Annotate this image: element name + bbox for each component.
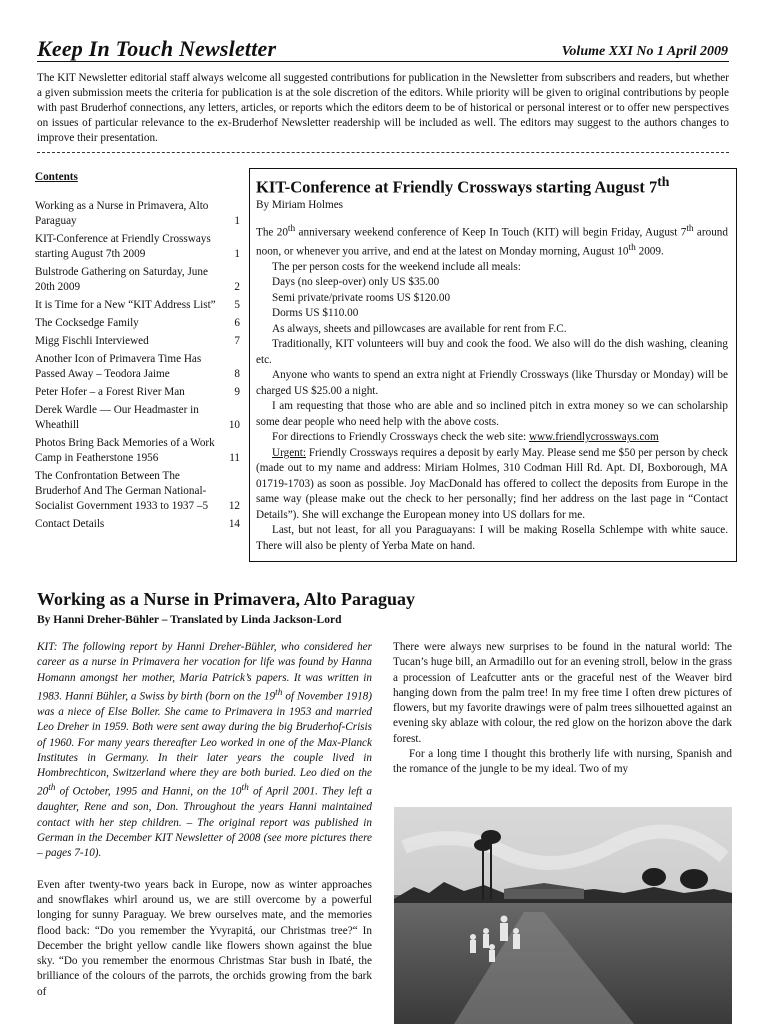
toc-item-title: Working as a Nurse in Primavera, Alto Paraguay: [35, 200, 209, 227]
conference-dates: The 20th anniversary weekend conference of Keep In Touch (KIT) will begin Friday, August 7th around noon, or whenever you arrive, and end at the latest on Monday morning, August 10th 2009.: [256, 223, 728, 258]
toc-item-page: 14: [228, 518, 240, 530]
masthead-rule: [37, 61, 729, 62]
editor-note: KIT: The following report by Hanni Dreher-Bühler, who considered her career as a nurse in Primavera her vocation for life was found by Hanna Homann amongst her mother, Maria Patrick’s papers. It was written in 1983. Hanni Bühler, a Swiss by birth (born on the 19th of November 1918) was a niece of Else Boller. She came to Primavera in 1953 and married Leo Dreher in 1959. Both were sent away during the big Bruderhof-Crisis of 1960. For many years thereafter Leo worked in one of the Max-Planck Institutes in Germany. In their later years the couple lived in Hombrechticon, Switzerland where they are both buried. Leo died on the 20th of October, 1995 and Hanni, on the 10th of April 2001. They left a daughter, Rene and son, Don. Throughout the years Hanni maintained contact with her step children. – The original report was published in German in the December KIT Newsletter of 2008 (see more pictures there – pages 7-10).: [37, 641, 372, 860]
conference-title: KIT-Conference at Friendly Crossways starting August 7th: [256, 174, 670, 197]
toc-item[interactable]: [35, 403, 240, 433]
toc-item[interactable]: [35, 385, 240, 400]
toc-item-page: 1: [234, 215, 240, 227]
editorial-intro: The KIT Newsletter editorial staff always welcome all suggested contributions for publication in the Newsletter from subscribers and readers, but whether a given submission meets the criteria for publication is at the sole discretion of the editors. While priority will be given to original contributions by people with past Bruderhof connections, any letters, articles, or reports which the editors deem to be of historical or personal interest or to offer new perspectives on issues of particular relevance to the ex-Bruderhof Newsletter readership will be included as well. The editors may suggest to the authors changes to improve their presentation.: [37, 72, 729, 144]
toc-item-page: 7: [234, 335, 240, 347]
toc-item-title: The Confrontation Between The Bruderhof And The German National-Socialist Government 1933 to 1937 –5: [35, 470, 209, 512]
toc-item-title: KIT-Conference at Friendly Crossways starting August 7th 2009: [35, 233, 211, 260]
toc-item[interactable]: [35, 334, 240, 349]
toc-item-title: Migg Fischli Interviewed: [35, 335, 149, 347]
cost-day: Days (no sleep-over) only US $35.00: [272, 276, 440, 289]
toc-item-page: 2: [234, 281, 240, 293]
toc-item-title: Contact Details: [35, 518, 105, 530]
article-left-column: [37, 640, 372, 1000]
contents-heading: Contents: [35, 171, 78, 183]
urgent-note: Urgent: Friendly Crossways requires a deposit by early May. Please send me $50 per person by check (made out to my name and address: Miriam Holmes, 310 Codman Hill Rd. Apt. DI, Boxborough, MA 01719-1703) as soon as possible. Joy MacDonald has offered to collect the deposits from Europe in the same way (please make out the check to her personally; find her address on the last page in “Contact Details”). She will exchange the European money into US dollars for me.: [256, 446, 728, 521]
toc-item[interactable]: [35, 199, 240, 229]
toc-item[interactable]: [35, 265, 240, 295]
website-link[interactable]: www.friendlycrossways.com: [528, 431, 659, 444]
toc-item[interactable]: [35, 517, 240, 532]
toc-item-title: The Cocksedge Family: [35, 317, 139, 329]
article-body-left: Even after twenty-two years back in Europe, now as winter approaches and snowflakes whirl around us, we are still overcome by a powerful longing for sunny Paraguay. We brew ourselves mate, and the memories flood back: “Do you remember the Yvyrapitá, our Christmas tree?“ In December the bright yellow candle like flowers shown against the blue sky. “Do you remember the enormous Christmas Star bush in Ibaté, the brilliance of the colours of the parrots, the orchids growing from the bark of: [37, 878, 372, 998]
toc-item-title: It is Time for a New “KIT Address List”: [35, 299, 216, 311]
conference-byline: By Miriam Holmes: [256, 198, 344, 211]
sheets-note: As always, sheets and pillowcases are available for rent from F.C.: [272, 322, 567, 335]
article-body-right-1: There were always new surprises to be found in the natural world: The Tucan’s huge bill, an Armadillo out for an evening stroll, below in the grass a procession of Leafcutter ants or the graceful nest of the Weaver bird hanging down from the palm tree! In my free time I often drew pictures of flowers, but my favorite drawings were of palm trees silhouetted against an evening sky ablaze with colour, the red glow on the horizon above the dark forest.: [393, 641, 732, 745]
toc-item-page: 5: [234, 299, 240, 311]
conference-announcement-box: [249, 168, 737, 562]
toc-item-page: 11: [229, 452, 240, 464]
toc-item[interactable]: [35, 232, 240, 262]
dashed-divider: [37, 152, 729, 153]
costs-intro: The per person costs for the weekend include all meals:: [272, 260, 521, 273]
toc-item[interactable]: [35, 352, 240, 382]
article-title: Working as a Nurse in Primavera, Alto Paraguay: [37, 589, 415, 609]
article-right-column: [393, 640, 732, 778]
article-byline: By Hanni Dreher-Bühler – Translated by Linda Jackson-Lord: [37, 614, 342, 626]
toc-item-title: Peter Hofer – a Forest River Man: [35, 386, 185, 398]
scholarship-note: I am requesting that those who are able and so inclined pitch in extra money so we can scholarship some dear people who need help with the above costs.: [256, 400, 728, 428]
cost-private-room: Semi private/private rooms US $120.00: [272, 291, 451, 304]
closing-note: Last, but not least, for all you Paraguayans: I will be making Rosella Schlempe with white sauce. There will also be plenty of Yerba Mate on hand.: [256, 524, 728, 552]
toc-item-page: 8: [234, 368, 240, 380]
toc-item[interactable]: [35, 298, 240, 313]
toc-item-page: 9: [234, 386, 240, 398]
toc-item-title: Photos Bring Back Memories of a Work Camp in Featherstone 1956: [35, 437, 215, 464]
toc-item-page: 1: [234, 248, 240, 260]
newsletter-title: Keep In Touch Newsletter: [37, 36, 277, 61]
toc-item-page: 10: [228, 419, 240, 431]
cost-dorm: Dorms US $110.00: [272, 307, 359, 320]
toc-item-title: Derek Wardle — Our Headmaster in Wheathill: [35, 404, 199, 431]
volunteers-note: Traditionally, KIT volunteers will buy and cook the food. We also will do the dish washing, cleaning etc.: [256, 338, 728, 366]
table-of-contents: [35, 170, 240, 535]
toc-item[interactable]: [35, 316, 240, 331]
toc-item-page: 12: [228, 500, 240, 512]
directions-note: For directions to Friendly Crossways check the web site: www.friendlycrossways.com: [272, 431, 659, 444]
toc-item-title: Bulstrode Gathering on Saturday, June 20th 2009: [35, 266, 208, 293]
toc-item[interactable]: [35, 469, 240, 514]
article-body-right-2: For a long time I thought this brotherly life with nursing, Spanish and the romance of the jungle to be my ideal. Two of my: [393, 748, 732, 776]
toc-item-title: Another Icon of Primavera Time Has Passed Away – Teodora Jaime: [35, 353, 202, 380]
toc-item[interactable]: [35, 436, 240, 466]
extra-night-note: Anyone who wants to spend an extra night at Friendly Crossways (like Thursday or Monday) will be charged US $25.00 a night.: [256, 369, 728, 397]
toc-item-page: 6: [234, 317, 240, 329]
urgent-label: Urgent:: [272, 446, 306, 459]
historical-photo: [394, 807, 732, 1024]
volume-issue-date: Volume XXI No 1 April 2009: [561, 44, 728, 59]
